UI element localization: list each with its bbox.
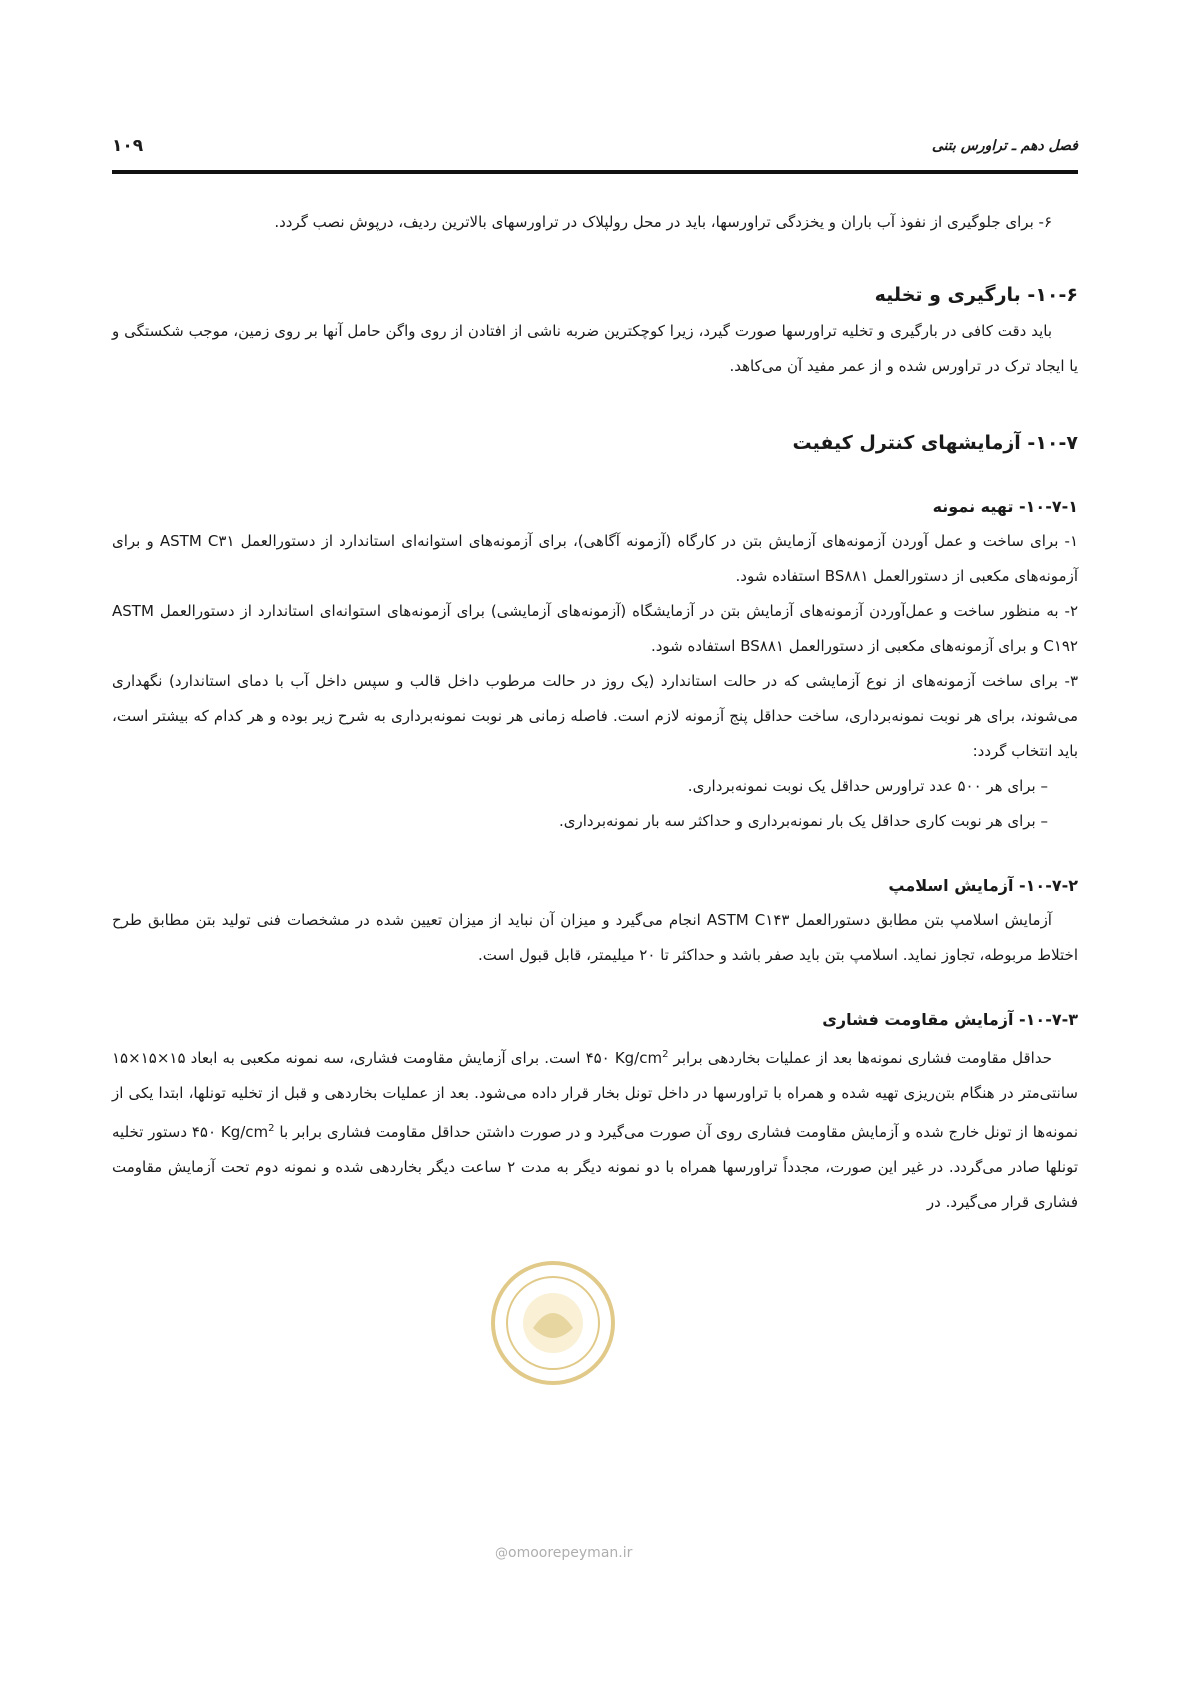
list-item-2: ۲- به منظور ساخت و عمل‌آوردن آزمونه‌های آزمایش بتن در آزمایشگاه (آزمونه‌های آزمایشی) برای آزمونه‌های استوانه‌ای استاندارد از دستورالعمل ASTM C۱۹۲ و برای آزمونه‌های مکعبی از دستورالعمل BS۸۸۱ استفاده شود. xyxy=(112,602,1078,655)
strength-value-2-exponent: 2 xyxy=(268,1123,275,1134)
strength-value-1-text: ۴۵۰ Kg/cm xyxy=(585,1049,663,1067)
list-item-3: ۳- برای ساخت آزمونه‌های از نوع آزمایشی که در حالت استاندارد (یک روز در حالت مرطوب داخل قالب و سپس داخل آب با دمای استاندارد) نگهداری می‌شوند، برای هر نوبت نمونه‌برداری، ساخت حداقل پنج آزمونه لازم است. فاصله زمانی هر نوبت نمونه‌برداری به شرح زیر بوده و هر کدام که بیشتر است، باید انتخاب گردد: xyxy=(112,672,1078,760)
section-10-7-3-body xyxy=(112,1037,1078,1220)
page-header xyxy=(112,128,1078,164)
watermark-site-text: omoorepeyman.ir xyxy=(508,1545,633,1561)
bullet-item-1: – برای هر ۵۰۰ عدد تراورس حداقل یک نوبت نمونه‌برداری. xyxy=(687,777,1048,795)
bullet-item-2: – برای هر نوبت کاری حداقل یک بار نمونه‌برداری و حداکثر سه بار نمونه‌برداری. xyxy=(558,812,1048,830)
section-heading-10-7: ۱۰-۷- آزمایشهای کنترل کیفیت xyxy=(792,432,1078,454)
strength-value-1 xyxy=(586,1049,669,1067)
strength-value-2 xyxy=(192,1123,275,1141)
body-text-part-2: است. برای آزمایش مقاومت فشاری، سه نمونه مکعبی به ابعاد ۱۵×۱۵×۱۵ سانتی‌متر در هنگام بتن‌ریزی تهیه شده و همراه با تراورسها در داخل تونل بخار قرار داده می‌شود. بعد از عملیات بخاردهی و قبل از تخلیه تونلها، ابتدا یکی از نمونه‌ها از تونل خارج شده و آزمایش مقاومت فشاری روی آن صورت می‌گیرد و در صورت داشتن حداقل مقاومت فشاری برابر با xyxy=(112,1049,1078,1141)
section-heading-10-6: ۱۰-۶- بارگیری و تخلیه xyxy=(874,284,1078,306)
strength-value-1-exponent: 2 xyxy=(662,1049,669,1060)
list-item-1: ۱- برای ساخت و عمل آوردن آزمونه‌های آزمایش بتن در کارگاه (آزمونه آگاهی)، برای آزمونه‌های استوانه‌ای استاندارد از دستورالعمل ASTM C۳۱ و برای آزمونه‌های مکعبی از دستورالعمل BS۸۸۱ استفاده شود. xyxy=(112,532,1078,585)
header-rule xyxy=(112,170,1078,174)
section-10-6-body: باید دقت کافی در بارگیری و تخلیه تراورسها صورت گیرد، زیرا کوچکترین ضربه ناشی از افتادن از روی واگن حامل آنها بر روی زمین، موجب شکستگی و یا ایجاد ترک در تراورس شده و از عمر مفید آن می‌کاهد. xyxy=(112,322,1078,375)
section-heading-10-7-3: ۱۰-۷-۳- آزمایش مقاومت فشاری xyxy=(822,1010,1078,1029)
watermark-at-icon: @ xyxy=(495,1546,508,1561)
body-text-part-3: دستور تخلیه تونلها صادر می‌گردد. در غیر این صورت، مجدداً تراورسها همراه با دو نمونه دیگر به مدت ۲ ساعت دیگر بخاردهی شده و نمونه دوم تحت آزمایش مقاومت فشاری قرار می‌گیرد. در xyxy=(112,1123,1078,1211)
strength-value-2-text: ۴۵۰ Kg/cm xyxy=(191,1123,269,1141)
body-text-part-1: حداقل مقاومت فشاری نمونه‌ها بعد از عملیات بخاردهی برابر xyxy=(668,1049,1052,1067)
watermark-seal-icon xyxy=(488,1258,618,1388)
chapter-title: فصل دهم ـ تراورس بتنی xyxy=(931,138,1078,154)
page-content xyxy=(112,205,1078,1220)
section-heading-10-7-1: ۱۰-۷-۱- تهیه نمونه xyxy=(932,497,1078,516)
page-number: ۱۰۹ xyxy=(112,136,144,156)
paragraph-item-6: ۶- برای جلوگیری از نفوذ آب باران و یخزدگی تراورسها، باید در محل رولپلاک در تراورسهای بالاترین ردیف، درپوش نصب گردد. xyxy=(274,213,1052,231)
watermark-site xyxy=(495,1545,695,1561)
section-10-7-2-body: آزمایش اسلامپ بتن مطابق دستورالعمل ASTM C۱۴۳ انجام می‌گیرد و میزان آن نباید از میزان تعیین شده در مشخصات فنی تولید بتن مطابق طرح اختلاط مربوطه، تجاوز نماید. اسلامپ بتن باید صفر باشد و حداکثر تا ۲۰ میلیمتر، قابل قبول است. xyxy=(112,911,1078,964)
section-heading-10-7-2: ۱۰-۷-۲- آزمایش اسلامپ xyxy=(888,876,1078,895)
